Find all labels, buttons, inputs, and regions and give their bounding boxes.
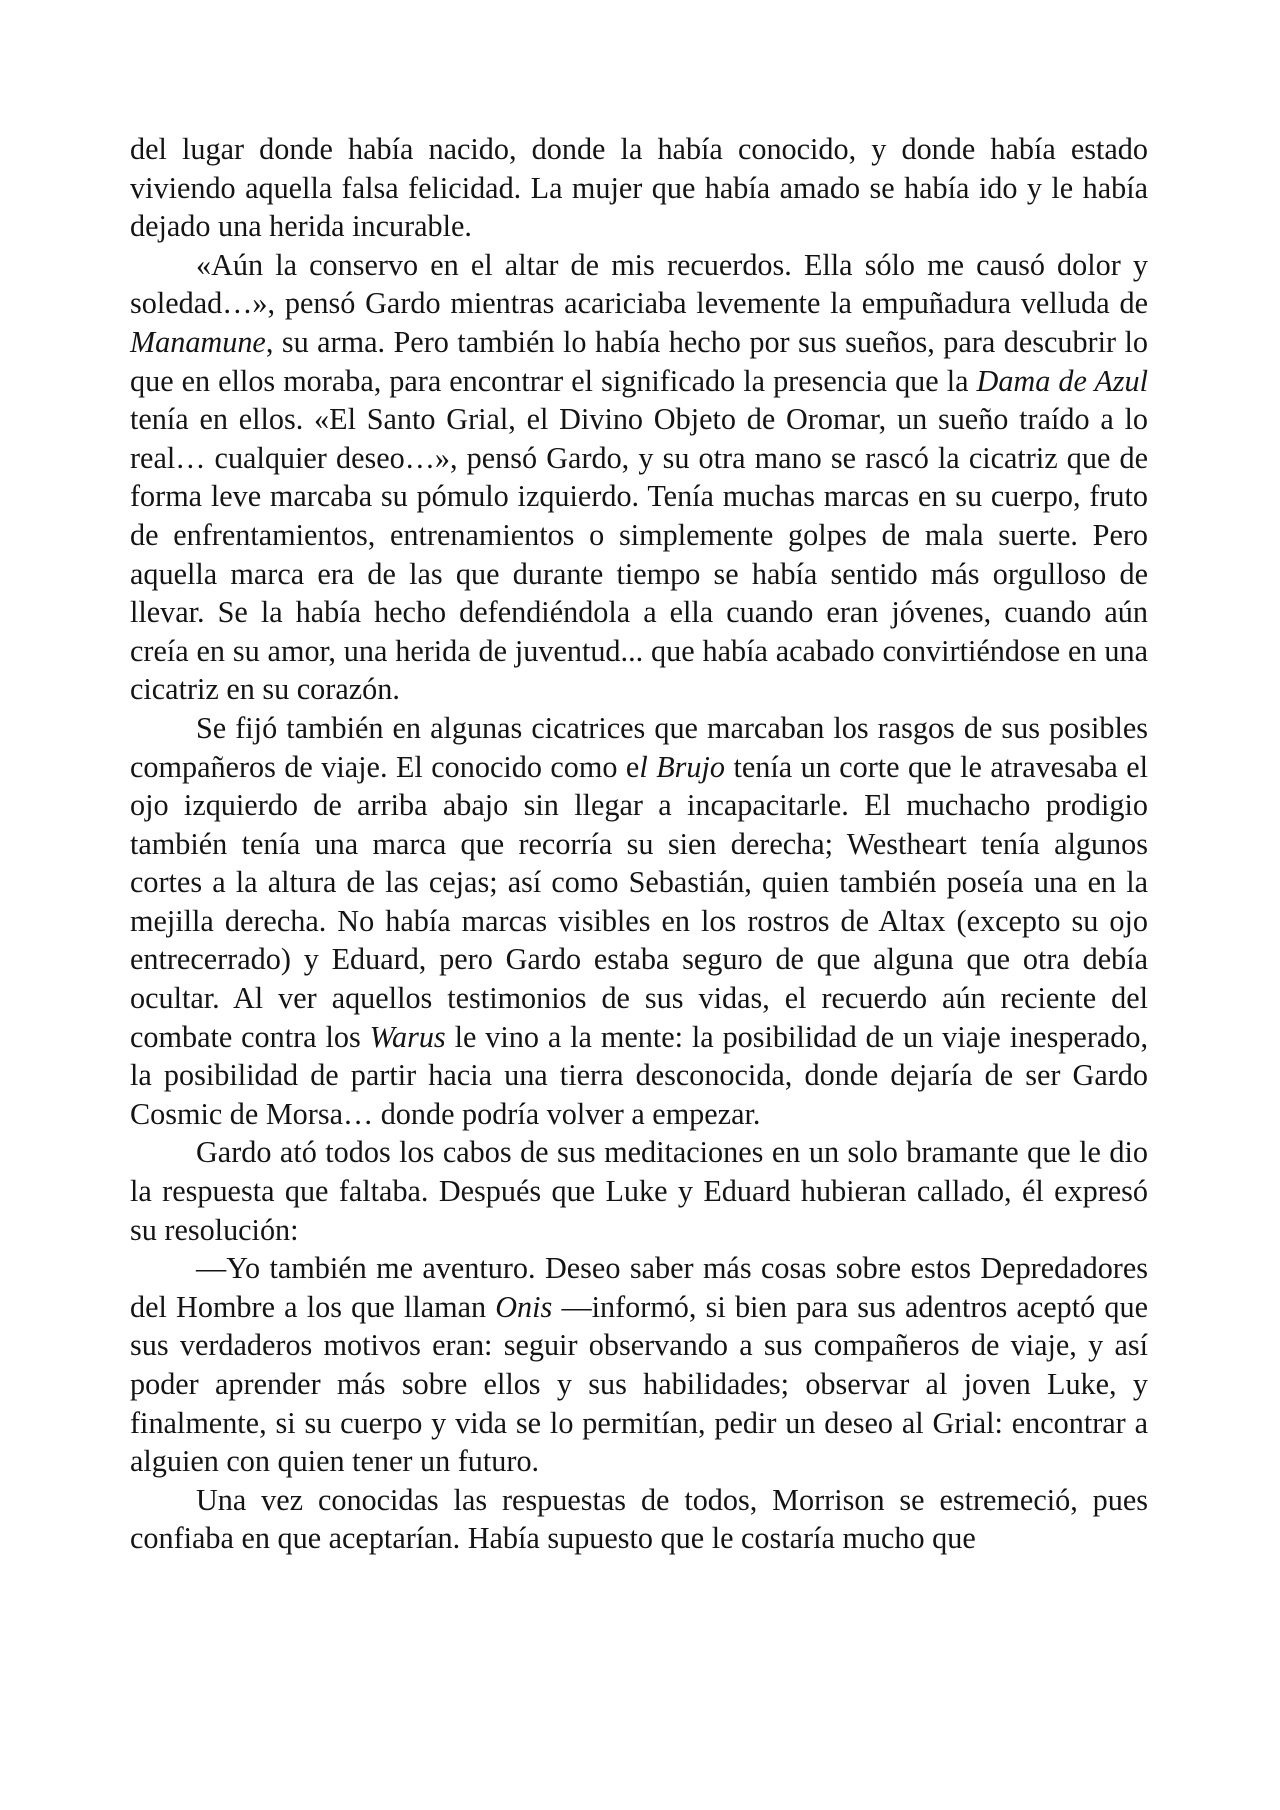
paragraph (130, 709, 1148, 1134)
paragraph (130, 1133, 1148, 1249)
text-segment: del lugar donde había nacido, donde la había conocido, y donde había estado viviendo aquella falsa felicidad. La mujer que había amado se había ido y le había dejado una herida incurable. (130, 132, 1148, 244)
text-segment: —Yo también me aventuro. Deseo saber más cosas sobre estos Depredadores del Hombre a los que llaman (130, 1251, 1148, 1324)
book-page (130, 130, 1148, 1558)
italic-text-segment: l Brujo (639, 749, 725, 784)
paragraph (130, 130, 1148, 246)
text-segment: Una vez conocidas las respuestas de todos, Morrison se estremeció, pues confiaba en que aceptarían. Había supuesto que le costaría mucho que (130, 1482, 1148, 1556)
italic-text-segment: Warus (369, 1019, 446, 1054)
paragraph (130, 1249, 1148, 1481)
text-segment: , su arma. Pero también lo había hecho por sus sueños, para descubrir lo que en ellos moraba, para encontrar el significado la presencia que la (130, 324, 1148, 398)
text-segment: «Aún la conservo en el altar de mis recuerdos. Ella sólo me causó dolor y soledad…», pensó Gardo mientras acariciaba levemente la empuñadura velluda de (130, 247, 1148, 321)
paragraph (130, 246, 1148, 709)
text-segment: —informó, si bien para sus adentros aceptó que sus verdaderos motivos eran: seguir observando a sus compañeros de viaje, y así poder aprender más sobre ellos y sus habilidades; observar al joven Luke, y finalmente, si su cuerpo y vida se lo permitían, pedir un deseo al Grial: encontrar a alguien con quien tener un futuro. (130, 1289, 1148, 1479)
italic-text-segment: Onis (495, 1289, 553, 1324)
text-segment: Se fijó también en algunas cicatrices que marcaban los rasgos de sus posibles compañeros de viaje. El conocido como e (130, 710, 1148, 784)
text-segment: tenía un corte que le atravesaba el ojo izquierdo de arriba abajo sin llegar a incapacitarle. El muchacho prodigio también tenía una marca que recorría su sien derecha; Westheart tenía algunos cortes a la altura de las cejas; así como Sebastián, quien también poseía una en la mejilla derecha. No había marcas visibles en los rostros de Altax (excepto su ojo entrecerrado) y Eduard, pero Gardo estaba seguro de que alguna que otra debía ocultar. Al ver aquellos testimonios de sus vidas, el recuerdo aún reciente del combate contra los (130, 749, 1148, 1054)
text-segment: tenía en ellos. «El Santo Grial, el Divino Objeto de Oromar, un sueño traído a lo real… cualquier deseo…», pensó Gardo, y su otra mano se rascó la cicatriz que de forma leve marcaba su pómulo izquierdo. Tenía muchas marcas en su cuerpo, fruto de enfrentamientos, entrenamientos o simplemente golpes de mala suerte. Pero aquella marca era de las que durante tiempo se había sentido más orgulloso de llevar. Se la había hecho defendiéndola a ella cuando eran jóvenes, cuando aún creía en su amor, una herida de juventud... que había acabado convirtiéndose en una cicatriz en su corazón. (130, 402, 1148, 707)
italic-text-segment: Dama de Azul (976, 363, 1149, 398)
italic-text-segment: Manamune (130, 324, 266, 359)
text-segment: Gardo ató todos los cabos de sus meditaciones en un solo bramante que le dio la respuesta que faltaba. Después que Luke y Eduard hubieran callado, él expresó su resolución: (130, 1135, 1148, 1247)
text-segment: le vino a la mente: la posibilidad de un viaje inesperado, la posibilidad de partir hacia una tierra desconocida, donde dejaría de ser Gardo Cosmic de Morsa… donde podría volver a empezar. (130, 1019, 1149, 1131)
paragraph (130, 1481, 1148, 1558)
